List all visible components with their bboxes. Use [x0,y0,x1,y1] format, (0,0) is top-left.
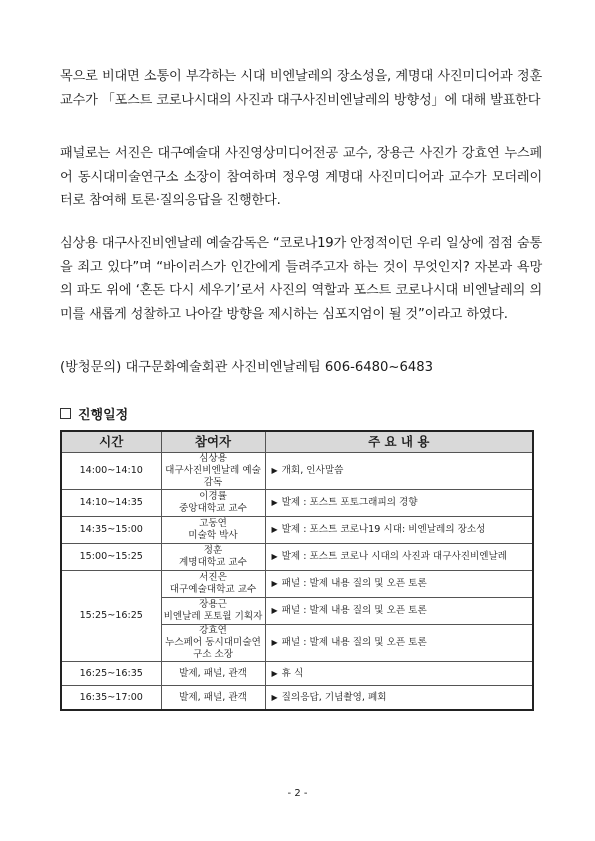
header-content: 주 요 내 용 [265,431,533,453]
schedule-heading [60,404,128,423]
time-cell: 15:25~16:25 [61,571,161,662]
triangle-bullet-icon: ▶ [271,498,278,507]
content-cell [265,453,533,490]
content-text: 패널 : 발제 내용 질의 및 오픈 토론 [281,637,427,648]
checkbox-square-icon [60,408,71,419]
triangle-bullet-icon: ▶ [271,692,278,702]
time-cell: 15:00~15:25 [61,544,161,571]
participant-cell: 발제, 패널, 관객 [161,662,265,686]
participant-name: 강효연 [199,625,227,636]
content-cell [265,686,533,711]
participant-cell [161,598,265,625]
table-row [61,453,533,490]
participant-name: 이경률 [199,491,227,502]
table-row [61,517,533,544]
participant-role: 비엔날레 포토월 기획자 [163,611,263,622]
content-cell [265,625,533,662]
triangle-bullet-icon: ▶ [271,668,278,678]
triangle-bullet-icon: ▶ [271,525,278,534]
triangle-bullet-icon: ▶ [271,552,278,561]
content-cell [265,662,533,686]
triangle-bullet-icon: ▶ [271,638,278,647]
participant-cell: 발제, 패널, 관객 [161,686,265,711]
content-cell [265,490,533,517]
time-cell: 14:00~14:10 [61,453,161,490]
time-cell: 16:35~17:00 [61,686,161,711]
participant-cell [161,490,265,517]
participant-cell [161,453,265,490]
content-text: 발제 : 포스트 포토그래피의 경향 [281,497,418,508]
content-cell [265,598,533,625]
triangle-bullet-icon: ▶ [271,466,278,475]
content-cell [265,544,533,571]
table-row [61,662,533,686]
participant-role: 대구예술대학교 교수 [169,584,257,595]
schedule-table [60,430,534,711]
participant-cell [161,625,265,662]
paragraph-panel: 패널로는 서진은 대구예술대 사진영상미디어전공 교수, 장용근 사진가 강효연 누스페어 동시대미술연구소 소장이 참여하며 정우영 계명대 사진미디어과 교수가 모더레이터로 참여해 토론·질의응답을 진행한다. [60,146,542,208]
contact-info: (방청문의) 대구문화예술회관 사진비엔날레팀 606-6480~6483 [60,360,434,375]
content-text: 발제 : 포스트 코로나19 시대: 비엔날레의 장소성 [281,524,486,535]
participant-role: 중앙대학교 교수 [179,503,247,514]
content-text: 패널 : 발제 내용 질의 및 오픈 토론 [281,578,427,589]
participant-role: 대구사진비엔날레 예술감독 [165,465,261,488]
participant-role: 계명대학교 교수 [179,557,247,568]
header-participant: 참여자 [161,431,265,453]
triangle-bullet-icon: ▶ [271,579,278,588]
content-text: 질의응답, 기념촬영, 폐회 [281,691,387,703]
content-cell [265,517,533,544]
time-cell: 14:35~15:00 [61,517,161,544]
triangle-bullet-icon: ▶ [271,606,278,615]
paragraph-director-quote: 심상용 대구사진비엔날레 예술감독은 “코로나19가 안정적이던 우리 일상에 점점 숨통을 죄고 있다”며 “바이러스가 인간에게 들려주고자 하는 것이 무엇인지? 자본과 욕망의 파도 위에 ‘혼돈 다시 세우기’로서 사진의 역할과 포스트 코로나시대 비엔날레의 의미를 새롭게 성찰하고 나아갈 방향을 제시하는 심포지엄이 될 것”이라고 하였다. [60,236,542,322]
participant-role: 미술학 박사 [188,530,238,541]
table-row [61,544,533,571]
table-row [61,686,533,711]
content-text: 발제 : 포스트 코로나 시대의 사진과 대구사진비엔날레 [281,551,508,562]
participant-name: 고동연 [199,518,227,529]
page-number: - 2 - [287,788,308,799]
participant-cell [161,517,265,544]
content-text: 휴 식 [281,667,304,679]
participant-name: 서진은 [199,572,227,583]
content-text: 패널 : 발제 내용 질의 및 오픈 토론 [281,605,427,616]
paragraph-symposium-presentation: 목으로 비대면 소통이 부각하는 시대 비엔날레의 장소성을, 계명대 사진미디어과 정훈 교수가 「포스트 코로나시대의 사진과 대구사진비엔날레의 방향성」에 대해 발표한다 [60,69,542,108]
participant-name: 정훈 [203,545,223,556]
participant-cell [161,571,265,598]
table-header-row [61,431,533,453]
participant-role: 누스페어 동시대미술연구소 소장 [165,637,261,660]
time-cell: 16:25~16:35 [61,662,161,686]
header-time: 시간 [61,431,161,453]
participant-cell [161,544,265,571]
content-cell [265,571,533,598]
content-text: 개회, 인사말씀 [281,465,344,476]
participant-name: 심상용 [199,453,227,464]
table-row [61,490,533,517]
participant-name: 장용근 [199,599,227,610]
schedule-heading-text: 진행일정 [78,408,129,423]
table-row [61,571,533,598]
time-cell: 14:10~14:35 [61,490,161,517]
